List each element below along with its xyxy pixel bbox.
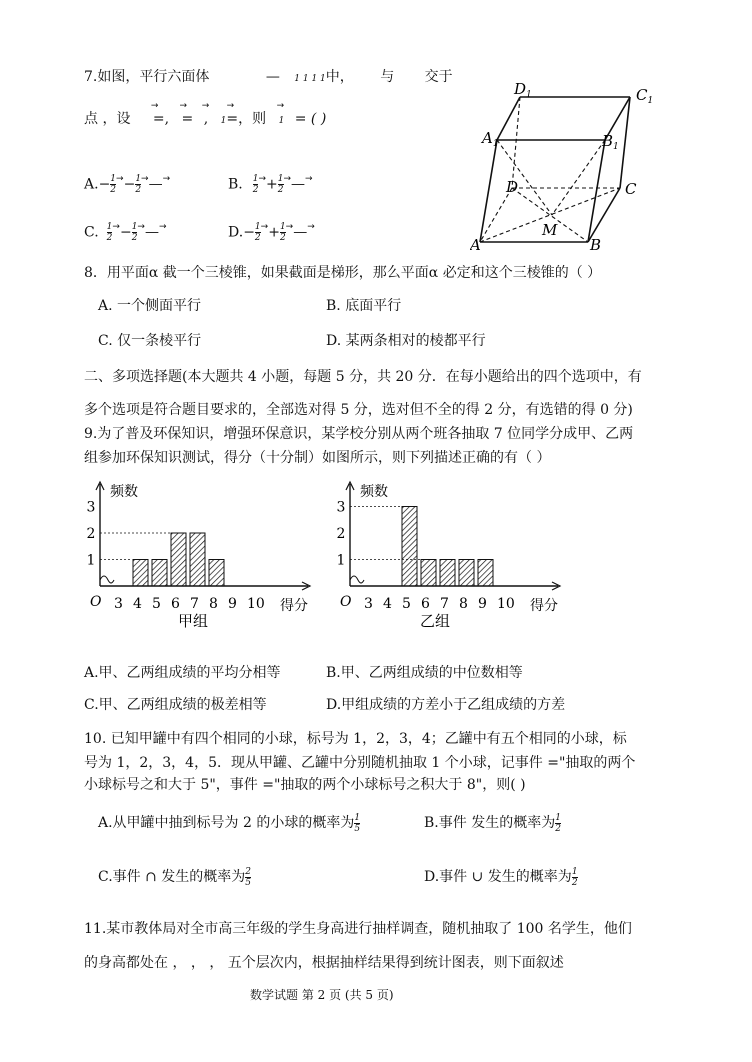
bar <box>209 560 224 587</box>
minus-sign: − <box>98 176 111 193</box>
q7-option-b[interactable] <box>228 174 313 195</box>
fraction: $\frac{1}{2}$ <box>131 222 138 243</box>
option-text: D.事件 ∪ 发生的概率为 <box>424 869 572 885</box>
section-heading-line1: 二、多项选择题(本大题共 4 小题，每题 5 分，共 20 分．在每小题给出的四个选项中，有 <box>84 369 642 385</box>
vector-arrow-icon: → <box>116 174 124 184</box>
minus-sign: − <box>119 224 132 241</box>
fraction: $\frac{1}{2}$ <box>254 222 261 243</box>
parallelepiped-figure <box>470 78 670 258</box>
q7-then: ，则 <box>238 111 267 127</box>
option-text: B.事件 发生的概率为 <box>424 815 556 831</box>
q7-eq3: = <box>226 111 239 127</box>
chart-title: 乙组 <box>420 612 451 628</box>
fraction: $\frac{1}{2}$ <box>555 812 561 834</box>
q7-yu: 与 <box>380 69 395 85</box>
y-tick-label: 3 <box>86 499 96 516</box>
q11-line2: 的身高都处在 ， ， ， 五个层次内，根据抽样结果得到统计图表，则下面叙述 <box>84 955 564 971</box>
vertex-label-b1: $B_1$ <box>602 132 619 152</box>
q10-line1: 10. 已知甲罐中有四个相同的小球，标号为 1，2，3，4；乙罐中有五个相同的小球，标 <box>84 731 627 747</box>
bar <box>459 560 474 587</box>
q11-line1: 11.某市教体局对全市高三年级的学生身高进行抽样调查，随机抽取了 100 名学生，他们 <box>84 921 632 937</box>
q8-option-a[interactable]: A. 一个侧面平行 <box>98 298 202 314</box>
y-axis-title: 频数 <box>110 484 138 500</box>
option-label: C. <box>84 224 99 241</box>
x-tick-label: 7 <box>440 596 449 612</box>
minus-sign: − <box>243 224 255 241</box>
vertex-label-d1: $D_1$ <box>514 80 532 100</box>
fraction: $\frac{2}{5}$ <box>245 866 252 888</box>
vertex-label-a1: $A_1$ <box>482 129 499 149</box>
x-tick-label: 8 <box>459 596 468 612</box>
vector-arrow-icon: → <box>162 174 171 184</box>
q7-sub2: 1 <box>278 116 285 126</box>
y-tick-label: 1 <box>86 552 96 569</box>
q9-option-d[interactable]: D.甲组成绩的方差小于乙组成绩的方差 <box>326 697 566 713</box>
chart-title: 甲组 <box>178 612 209 628</box>
q10-option-c[interactable] <box>98 866 251 888</box>
vector-arrow-icon: → <box>283 174 292 184</box>
x-tick-label: 10 <box>247 596 265 612</box>
bar <box>190 533 205 586</box>
y-tick-label: 2 <box>86 526 96 542</box>
q7-zhong: 中， <box>325 69 354 85</box>
y-axis-title: 频数 <box>360 484 388 500</box>
vector-arrow-icon: → <box>201 101 210 111</box>
axis-break <box>350 576 364 583</box>
vertex-label-c: C <box>625 180 637 198</box>
dash: — <box>293 224 308 241</box>
q7-subscripts: 1 1 1 1 <box>294 74 326 84</box>
fraction: $\frac{1}{2}$ <box>571 866 578 888</box>
q8-stem: 8．用平面α 截一个三棱锥，如果截面是梯形，那么平面α 必定和这个三棱锥的（ ） <box>84 265 602 281</box>
vector-arrow-icon: → <box>158 222 167 232</box>
q9-option-c[interactable]: C.甲、乙两组成绩的极差相等 <box>84 697 267 713</box>
option-label: D. <box>228 224 244 241</box>
option-label: B. <box>228 176 243 193</box>
bar <box>152 560 167 587</box>
chart-group-yi <box>330 478 570 628</box>
q7-comma1: , <box>164 111 170 127</box>
bar <box>440 560 455 587</box>
x-tick-label: 7 <box>190 596 199 612</box>
vector-arrow-icon: → <box>307 222 315 232</box>
option-text: A.从甲罐中抽到标号为 2 的小球的概率为 <box>98 815 355 831</box>
fraction: $\frac{1}{2}$ <box>106 222 113 243</box>
q7-eq1: = <box>152 111 165 127</box>
dash: — <box>148 176 163 193</box>
x-tick-label: 6 <box>421 596 430 612</box>
fraction: $\frac{1}{2}$ <box>277 174 284 195</box>
bar <box>402 507 417 587</box>
x-tick-label: 9 <box>478 596 487 612</box>
y-tick-label: 3 <box>336 499 346 516</box>
chart-group-jia <box>80 478 320 628</box>
dash: — <box>291 176 306 193</box>
q7-dash: — <box>265 69 280 85</box>
axis-break <box>100 576 114 583</box>
y-tick-label: 1 <box>336 552 346 569</box>
page-footer: 数学试题 第 2 页 (共 5 页) <box>250 988 394 1002</box>
q8-option-c[interactable]: C. 仅一条棱平行 <box>98 333 202 349</box>
x-tick-label: 6 <box>171 596 180 612</box>
x-tick-label: 8 <box>209 596 218 612</box>
option-label: A. <box>84 176 99 193</box>
fraction: $\frac{1}{2}$ <box>252 174 259 195</box>
vector-arrow-icon: → <box>150 101 159 111</box>
vector-arrow-icon: → <box>226 101 235 111</box>
x-axis-title: 得分 <box>280 598 308 614</box>
bar <box>478 560 493 587</box>
bar <box>133 560 148 587</box>
origin-label: O <box>90 594 102 610</box>
q7-blank: = ( ) <box>294 111 327 127</box>
vector-arrow-icon: → <box>141 174 149 184</box>
x-tick-label: 3 <box>114 596 123 612</box>
vertex-label-a: A <box>470 236 481 254</box>
q7-jiaoyu: 交于 <box>424 69 453 85</box>
x-tick-label: 5 <box>402 596 411 612</box>
vector-arrow-icon: → <box>112 222 120 232</box>
fraction: $\frac{1}{2}$ <box>110 174 117 195</box>
y-tick-label: 2 <box>336 526 346 542</box>
dash: — <box>144 224 159 241</box>
q8-option-b[interactable]: B. 底面平行 <box>326 298 402 314</box>
plus-sign: + <box>266 176 278 193</box>
q7-line1 <box>84 66 453 86</box>
q10-option-a[interactable] <box>98 812 360 834</box>
vector-arrow-icon: → <box>305 174 313 184</box>
q10-line3: 小球标号之和大于 5"，事件 ="抽取的两个小球标号之积大于 8"，则( ) <box>84 777 526 793</box>
q7-eq2: = <box>181 111 194 127</box>
q10-option-b[interactable] <box>424 812 561 834</box>
q10-line2: 号为 1，2，3，4，5．现从甲罐、乙罐中分别随机抽取 1 个小球，记事件 ="抽取的两个 <box>84 755 636 771</box>
x-axis-title: 得分 <box>530 598 558 614</box>
q7-line2 <box>84 101 327 128</box>
x-tick-label: 4 <box>133 596 142 612</box>
x-tick-label: 4 <box>383 596 392 612</box>
q9-line2: 组参加环保知识测试，得分（十分制）如图所示，则下列描述正确的有（ ） <box>84 450 551 466</box>
q10-option-d[interactable] <box>424 866 578 888</box>
fraction: $\frac{1}{2}$ <box>279 222 286 243</box>
q9-option-a[interactable]: A.甲、乙两组成绩的平均分相等 <box>84 665 281 681</box>
vector-arrow-icon: → <box>285 222 294 232</box>
x-tick-label: 3 <box>364 596 373 612</box>
q7-option-c[interactable] <box>84 222 167 243</box>
vertex-label-b: B <box>590 236 602 254</box>
vertex-label-c1: $C_1$ <box>636 86 654 106</box>
x-tick-label: 9 <box>228 596 237 612</box>
vector-arrow-icon: → <box>137 222 145 232</box>
vector-arrow-icon: → <box>260 222 269 232</box>
origin-label: O <box>340 594 352 610</box>
section-heading-line2: 多个选项是符合题目要求的，全部选对得 5 分，选对但不全的得 2 分，有选错的得 0 分) <box>84 402 633 418</box>
vertex-label-m: M <box>542 221 558 239</box>
q7-setup: 点 ，设 <box>84 111 131 127</box>
vertex-label-d: D <box>506 178 519 196</box>
q7-sub1: 1 <box>220 116 227 126</box>
fraction: $\frac{1}{5}$ <box>354 812 361 834</box>
minus-sign: − <box>123 176 136 193</box>
q9-line1: 9.为了普及环保知识，增强环保意识，某学校分别从两个班各抽取 7 位同学分成甲、乙两 <box>84 426 634 442</box>
vector-arrow-icon: → <box>276 101 285 111</box>
plus-sign: + <box>268 224 280 241</box>
vector-arrow-icon: → <box>179 101 188 111</box>
q7-stem: 7.如图，平行六面体 <box>84 69 210 85</box>
vector-arrow-icon: → <box>258 174 267 184</box>
q8-option-d[interactable]: D. 某两条相对的棱都平行 <box>326 333 486 349</box>
bar <box>421 560 436 587</box>
x-tick-label: 10 <box>497 596 515 612</box>
x-tick-label: 5 <box>152 596 161 612</box>
q9-option-b[interactable]: B.甲、乙两组成绩的中位数相等 <box>326 665 523 681</box>
q7-comma2: , <box>203 111 209 127</box>
bar <box>171 533 186 586</box>
option-text: C.事件 ∩ 发生的概率为 <box>98 869 246 885</box>
q7-option-d[interactable] <box>228 222 315 243</box>
fraction: $\frac{1}{2}$ <box>135 174 142 195</box>
q7-option-a[interactable] <box>84 174 170 195</box>
